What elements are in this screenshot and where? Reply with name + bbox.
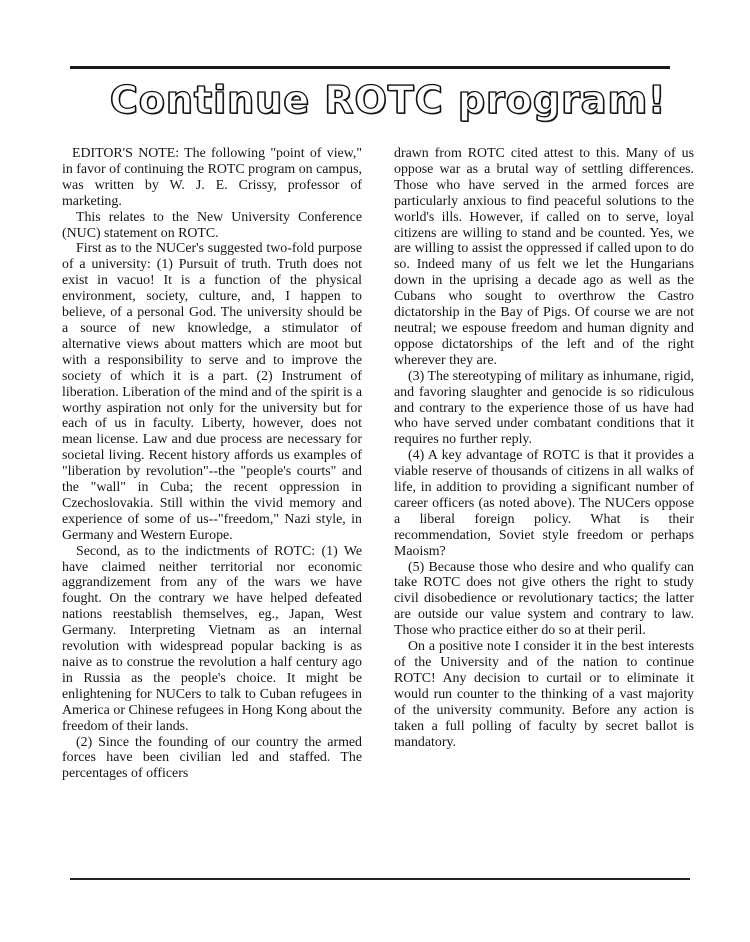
- bottom-rule: [70, 878, 690, 880]
- left-column: [62, 146, 362, 782]
- right-column: [394, 146, 694, 750]
- article-paragraph: This relates to the New University Conference (NUC) statement on ROTC.: [62, 209, 362, 241]
- article-paragraph: Second, as to the indictments of ROTC: (1) We have claimed neither territorial nor economic aggrandizement from any of the wars we have fought. On the contrary we have helped defeated nations reestablish themselves, eg., Japan, West Germany. Interpreting Vietnam as an internal revolution with widespread popular backing is as naive as to construe the revolution a half century ago in Russia as the people's choice. It might be enlightening for NUCers to talk to Cuban refugees in America or Chinese refugees in Hong Kong about the freedom of their lands.: [62, 543, 362, 734]
- article-paragraph: (3) The stereotyping of military as inhumane, rigid, and favoring slaughter and genocide is so ridiculous and contrary to the experience those of us have had who have served under combatant conditions that it requires no further reply.: [394, 368, 694, 448]
- editors-note-paragraph: EDITOR'S NOTE: The following "point of view," in favor of continuing the ROTC program on campus, was written by W. J. E. Crissy, professor of marketing.: [62, 146, 362, 209]
- article-paragraph: (4) A key advantage of ROTC is that it provides a viable reserve of thousands of citizens in all walks of life, in addition to providing a significant number of career officers (as noted above). The NUCers oppose a liberal foreign policy. What is their recommendation, Soviet style freedom or perhaps Maoism?: [394, 448, 694, 559]
- article-paragraph: First as to the NUCer's suggested two-fold purpose of a university: (1) Pursuit of truth. Truth does not exist in vacuo! It is a function of the physical environment, society, culture, and, I happen to believe, of a personal God. The university should be a source of new knowledge, a stimulator of alternative views about matters which are moot but with a responsibility to serve and to improve the society of which it is a part. (2) Instrument of liberation. Liberation of the mind and of the spirit is a worthy aspiration not only for the university but for each of us in faculty. Liberty, however, does not mean license. Law and due process are necessary for societal living. Recent history affords us examples of "liberation by revolution"--the "people's courts" and the "wall" in Cuba; the recent oppression in Czechoslovakia. Still within the vivid memory and experience of some of us--"freedom," Nazi style, in Germany and Western Europe.: [62, 241, 362, 543]
- article-paragraph: drawn from ROTC cited attest to this. Many of us oppose war as a brutal way of settling differences. Those who have served in the armed forces are particularly anxious to find peaceful solutions to the world's ills. However, if called on to serve, loyal citizens are willing to stand and be counted. Yes, we are willing to assist the oppressed if called upon to do so. Indeed many of us felt we let the Hungarians down in the uprising a decade ago as well as the Cubans who sought to overthrow the Castro dictatorship in the Bay of Pigs. Of course we are not neutral; we espouse freedom and human dignity and oppose dictatorships of the left and of the right wherever they are.: [394, 146, 694, 368]
- article-paragraph: On a positive note I consider it in the best interests of the University and of the nation to continue ROTC! Any decision to curtail or to eliminate it would run counter to the thinking of a vast majority of the university community. Before any action is taken a full polling of faculty by secret ballot is mandatory.: [394, 639, 694, 750]
- article-paragraph: (5) Because those who desire and who qualify can take ROTC does not give others the right to study civil disobedience or revolutionary tactics; the latter are outside our value system and contrary to law. Those who practice either do so at their peril.: [394, 559, 694, 639]
- top-rule: [70, 66, 670, 69]
- headline: Continue ROTC program!: [110, 78, 667, 122]
- article-paragraph: (2) Since the founding of our country the armed forces have been civilian led and staffed. The percentages of officers: [62, 734, 362, 782]
